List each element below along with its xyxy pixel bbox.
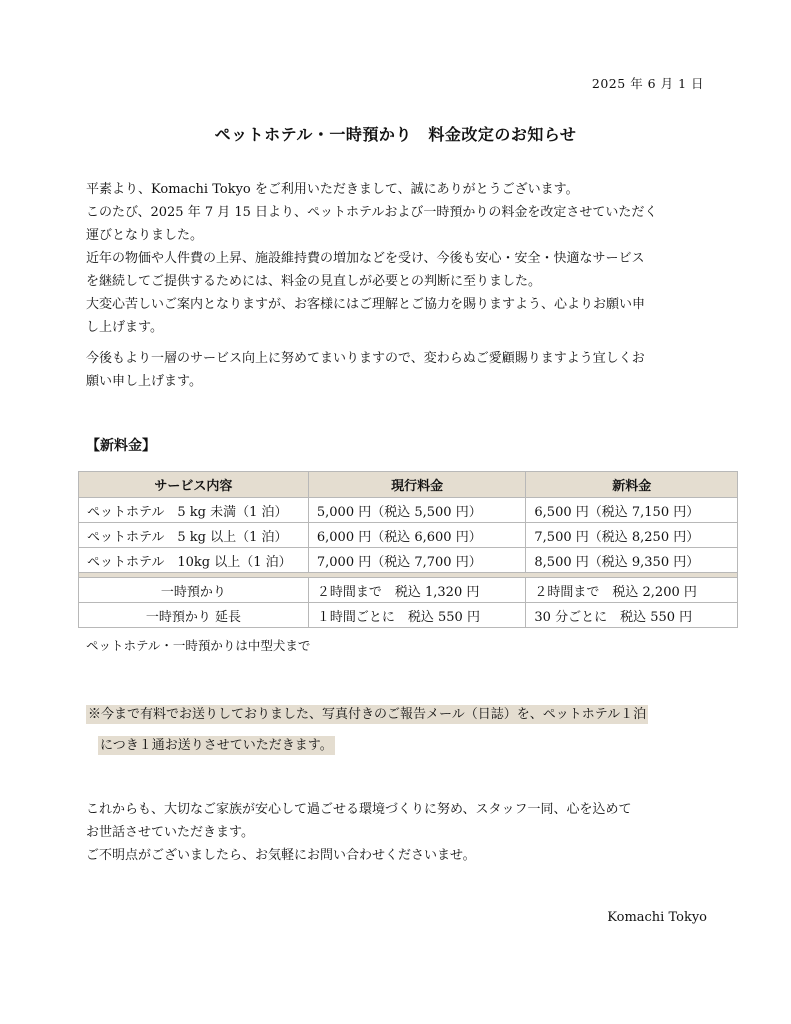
intro-line: 運びとなりました。 [86, 228, 204, 243]
new-fee-cell: 6,500 円（税込 7,150 円） [526, 498, 738, 523]
intro-line: 大変心苦しいご案内となりますが、お客様にはご理解とご協力を賜りますよう、心よりお願い申 [86, 297, 646, 312]
notice-date: 2025 年 6 月 1 日 [591, 76, 704, 91]
highlight-notice-line [86, 703, 648, 722]
fee-table [78, 471, 738, 628]
service-cell: ペットホテル 5 kg 未満（1 泊） [79, 498, 309, 523]
page-title: ペットホテル・一時預かり 料金改定のお知らせ [214, 125, 577, 144]
new-fee-cell: 30 分ごとに 税込 550 円 [526, 603, 738, 628]
current-fee-cell: 6,000 円（税込 6,600 円） [308, 523, 526, 548]
paragraph-line: 願い申し上げます。 [86, 374, 202, 389]
highlight-text: につき１通お送りさせていただきます。 [100, 738, 333, 753]
column-header-service: サービス内容 [79, 472, 309, 498]
closing-line: お世話させていただきます。 [86, 825, 254, 840]
intro-line: このたび、2025 年 7 月 15 日より、ペットホテルおよび一時預かりの料金を改定させていただく [86, 205, 658, 220]
continued-patronage-paragraph [86, 347, 711, 393]
highlight-notice-line [98, 734, 335, 753]
service-cell: 一時預かり 延長 [79, 603, 309, 628]
table-row [79, 603, 738, 628]
intro-paragraph [86, 178, 711, 339]
intro-line: し上げます。 [86, 320, 163, 335]
paragraph-line: 今後もより一層のサービス向上に努めてまいりますので、変わらぬご愛顧賜りますよう宜しくお [86, 351, 645, 366]
closing-line: ご不明点がございましたら、お気軽にお問い合わせくださいませ。 [86, 848, 476, 863]
closing-line: これからも、大切なご家族が安心して過ごせる環境づくりに努め、スタッフ一同、心を込めて [86, 802, 632, 817]
column-header-new-fee: 新料金 [526, 472, 738, 498]
current-fee-cell: 5,000 円（税込 5,500 円） [308, 498, 526, 523]
current-fee-cell: １時間ごとに 税込 550 円 [308, 603, 526, 628]
table-row [79, 548, 738, 573]
table-header-row [79, 472, 738, 498]
table-row [79, 578, 738, 603]
intro-line: 平素より、Komachi Tokyo をご利用いただきまして、誠にありがとうございます。 [86, 182, 579, 197]
intro-line: を継続してご提供するためには、料金の見直しが必要との判断に至りました。 [86, 274, 542, 289]
service-cell: 一時預かり [79, 578, 309, 603]
service-cell: ペットホテル 10kg 以上（1 泊） [79, 548, 309, 573]
current-fee-cell: 7,000 円（税込 7,700 円） [308, 548, 526, 573]
new-fee-cell: 8,500 円（税込 9,350 円） [526, 548, 738, 573]
new-fee-cell: 7,500 円（税込 8,250 円） [526, 523, 738, 548]
intro-line: 近年の物価や人件費の上昇、施設維持費の増加などを受け、今後も安心・安全・快適なサービス [86, 251, 645, 266]
new-fees-heading: 【新料金】 [86, 438, 156, 454]
table-row [79, 498, 738, 523]
service-cell: ペットホテル 5 kg 以上（1 泊） [79, 523, 309, 548]
table-row [79, 523, 738, 548]
current-fee-cell: ２時間まで 税込 1,320 円 [308, 578, 526, 603]
highlight-text: ※今まで有料でお送りしておりました、写真付きのご報告メール（日誌）を、ペットホテル１泊 [88, 707, 647, 722]
closing-paragraph [86, 798, 711, 867]
table-note: ペットホテル・一時預かりは中型犬まで [86, 638, 311, 653]
column-header-current-fee: 現行料金 [308, 472, 526, 498]
signature: Komachi Tokyo [607, 910, 707, 925]
new-fee-cell: ２時間まで 税込 2,200 円 [526, 578, 738, 603]
